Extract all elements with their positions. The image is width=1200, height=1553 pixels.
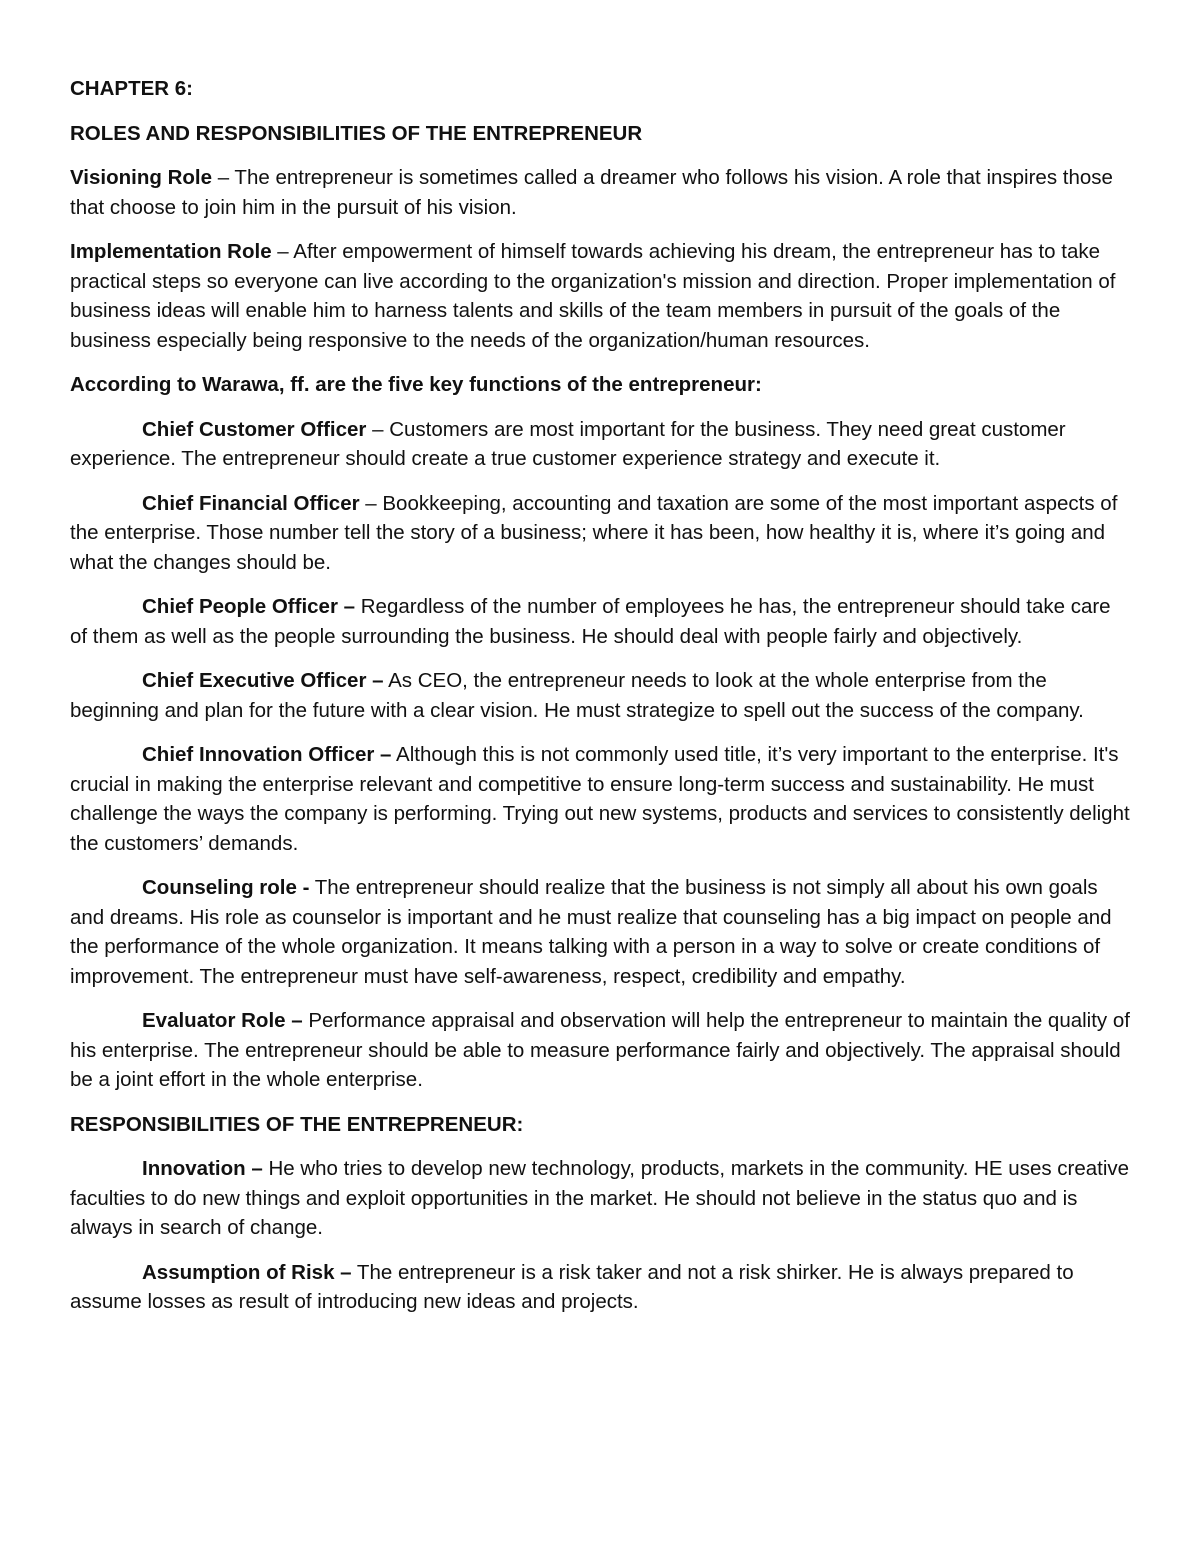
function-term: Chief People Officer – [142, 595, 356, 618]
responsibility-paragraph-risk [70, 1258, 1130, 1317]
function-paragraph-people [70, 592, 1130, 651]
function-text: The entrepreneur should realize that the business is not simply all about his own goals and dreams. His role as counselor is important and he must realize that counseling has a big impact on people and the performance of the whole organization. It means talking with a person in a way to solve or create conditions of improvement. The entrepreneur must have self-awareness, respect, credibility and empathy. [70, 876, 1112, 988]
role-term: Visioning Role [70, 166, 212, 189]
function-paragraph-evaluator [70, 1006, 1130, 1095]
role-separator: – [271, 240, 294, 263]
functions-heading: According to Warawa, ff. are the five key functions of the entrepreneur: [70, 373, 762, 396]
function-paragraph-financial [70, 489, 1130, 578]
role-term: Implementation Role [70, 240, 272, 263]
responsibility-term: Assumption of Risk – [142, 1260, 352, 1284]
role-paragraph-visioning [70, 163, 1130, 222]
function-term: Chief Financial Officer [142, 491, 360, 515]
function-text: Regardless of the number of employees he has, the entrepreneur should take care of them as well as the people surrounding the business. He should deal with people fairly and objectively. [70, 595, 1111, 648]
role-paragraph-implementation [70, 237, 1130, 355]
function-separator: – [359, 491, 383, 515]
responsibility-term: Innovation – [142, 1157, 263, 1180]
function-text: Although this is not commonly used title, it’s very important to the enterprise. It's crucial in making the enterprise relevant and competitive to ensure long-term success and sustainability. He must challenge the ways the company is performing. Trying out new systems, products and services to consistently delight the customers’ demands. [70, 743, 1130, 855]
function-text: Customers are most important for the business. They need great customer experience. The entrepreneur should create a true customer experience strategy and execute it. [70, 417, 1066, 470]
responsibility-text: The entrepreneur is a risk taker and not a risk shirker. He is always prepared to assume losses as result of introducing new ideas and projects. [70, 1260, 1074, 1313]
function-term: Chief Customer Officer [142, 417, 367, 441]
function-paragraph-executive [70, 666, 1130, 725]
function-text: Performance appraisal and observation will help the entrepreneur to maintain the quality of his enterprise. The entrepreneur should be able to measure performance fairly and objectively. The appraisal should be a joint effort in the whole enterprise. [70, 1009, 1130, 1091]
role-separator: – [212, 166, 235, 189]
responsibility-text: He who tries to develop new technology, products, markets in the community. HE uses creative faculties to do new things and exploit opportunities in the market. He should not believe in the status quo and is always in search of change. [70, 1157, 1130, 1239]
responsibilities-heading: RESPONSIBILITIES OF THE ENTREPRENEUR: [70, 1112, 524, 1136]
function-term: Chief Innovation Officer – [142, 743, 392, 766]
function-term: Evaluator Role – [142, 1009, 303, 1032]
function-paragraph-customer [70, 415, 1130, 474]
responsibility-paragraph-innovation [70, 1154, 1130, 1243]
function-separator: – [366, 417, 390, 441]
function-paragraph-innovation [70, 740, 1130, 858]
function-term: Chief Executive Officer – [142, 669, 384, 692]
function-paragraph-counseling [70, 873, 1130, 991]
role-text: After empowerment of himself towards achieving his dream, the entrepreneur has to take practical steps so everyone can live according to the organization's mission and direction. Proper implementation of business ideas will enable him to harness talents and skills of the team members in pursuit of the goals of the business especially being responsive to the needs of the organization/human resources. [70, 240, 1116, 352]
role-text: The entrepreneur is sometimes called a dreamer who follows his vision. A role that inspires those that choose to join him in the pursuit of his vision. [70, 166, 1113, 219]
chapter-title: CHAPTER 6: [70, 77, 194, 100]
section-title: ROLES AND RESPONSIBILITIES OF THE ENTREPRENEUR [70, 121, 643, 145]
function-term: Counseling role - [142, 876, 310, 899]
function-text: Bookkeeping, accounting and taxation are some of the most important aspects of the enterprise. Those number tell the story of a business; where it has been, how healthy it is, where it’s going and what the changes should be. [70, 491, 1118, 574]
function-text: As CEO, the entrepreneur needs to look at the whole enterprise from the beginning and plan for the future with a clear vision. He must strategize to spell out the success of the company. [70, 669, 1084, 722]
